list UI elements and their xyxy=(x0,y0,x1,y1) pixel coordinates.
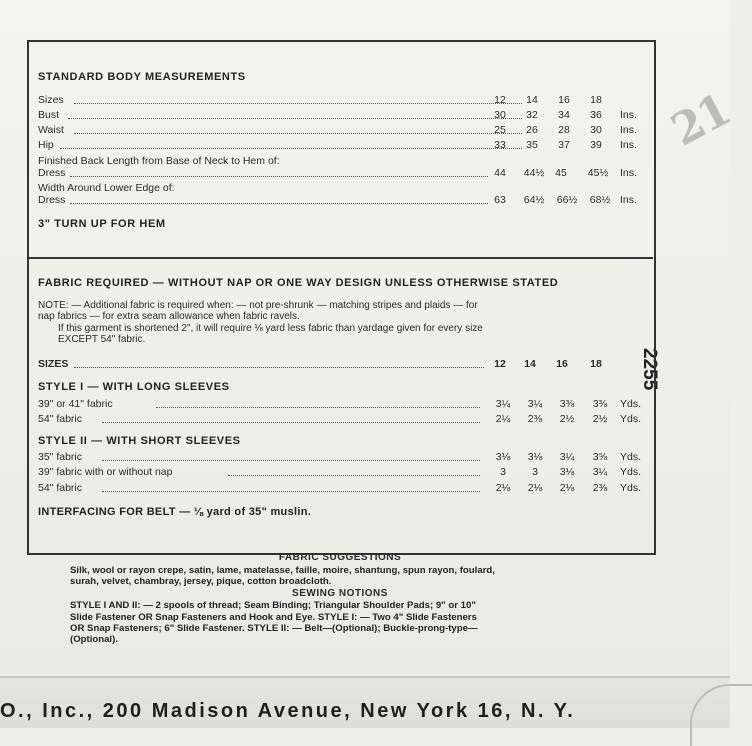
value-12: 63 xyxy=(494,194,506,206)
width-row xyxy=(38,194,642,208)
value-18: 3⅝ xyxy=(592,451,608,463)
note-line-4: EXCEPT 54" fabric. xyxy=(58,334,146,345)
value-12: 44 xyxy=(494,167,506,179)
value-18: 45½ xyxy=(587,167,609,179)
style2-heading: STYLE II — WITH SHORT SLEEVES xyxy=(38,435,241,447)
value-18: 39 xyxy=(590,139,602,151)
value-18: 68½ xyxy=(589,194,611,206)
row-label: 54" fabric xyxy=(38,482,82,494)
publisher-address: O., Inc., 200 Madison Avenue, New York 16, N. Y. xyxy=(0,700,576,722)
value-16: 2½ xyxy=(559,413,575,425)
note-line-2: nap fabrics — for extra seam allowance when fabric ravels. xyxy=(38,311,300,322)
size-16: 16 xyxy=(556,358,568,370)
unit: Yds. xyxy=(620,398,642,410)
measurements-heading: STANDARD BODY MEASUREMENTS xyxy=(38,71,246,83)
style1-row-1 xyxy=(38,398,642,412)
value-16: 66½ xyxy=(556,194,578,206)
unit: Ins. xyxy=(620,194,637,206)
row-label: 39" or 41" fabric xyxy=(38,398,113,410)
measurement-row-bust xyxy=(38,109,642,123)
notions-line-4: (Optional). xyxy=(70,634,118,645)
unit: Ins. xyxy=(620,139,637,151)
dot-leader xyxy=(70,203,488,204)
row-label: SIZES xyxy=(38,358,69,370)
back-length-label: Finished Back Length from Base of Neck to Hem of: xyxy=(38,155,280,167)
fabric-suggestions-heading: FABRIC SUGGESTIONS xyxy=(278,552,402,563)
value-18: 3⅜ xyxy=(592,398,608,410)
fabric-sizes-row xyxy=(38,358,642,372)
fabric-required-heading: FABRIC REQUIRED — WITHOUT NAP OR ONE WAY DESIGN UNLESS OTHERWISE STATED xyxy=(38,277,559,289)
row-label: Sizes xyxy=(38,94,64,106)
stamp-number: 21 xyxy=(663,84,738,157)
size-14: 14 xyxy=(526,94,538,106)
unit: Yds. xyxy=(620,451,642,463)
unit: Ins. xyxy=(620,109,637,121)
suggestions-line-2: surah, velvet, chambray, jersey, pique, cotton broadcloth. xyxy=(70,576,332,587)
measurement-row-sizes xyxy=(38,94,642,108)
notions-line-2: Slide Fastener OR Snap Fasteners and Hook and Eye. STYLE I: — Two 4" Slide Fasteners xyxy=(70,612,477,623)
hem-note: 3" TURN UP FOR HEM xyxy=(38,218,166,230)
style1-row-2 xyxy=(38,413,642,427)
value-12: 2¼ xyxy=(495,413,511,425)
row-label: 54" fabric xyxy=(38,413,82,425)
style2-row-3 xyxy=(38,482,642,496)
value-18: 36 xyxy=(590,109,602,121)
size-12: 12 xyxy=(494,358,506,370)
value-18: 3¼ xyxy=(592,466,608,478)
suggestions-line-1: Silk, wool or rayon crepe, satin, lame, matelasse, faille, moire, shantung, spun rayon, foulard, xyxy=(70,565,495,576)
dot-leader xyxy=(70,176,488,177)
value-12: 25 xyxy=(494,124,506,136)
value-12: 30 xyxy=(494,109,506,121)
unit: Ins. xyxy=(620,167,637,179)
style2-row-2 xyxy=(38,466,642,480)
value-18: 30 xyxy=(590,124,602,136)
dot-leader xyxy=(68,118,522,119)
value-14: 32 xyxy=(526,109,538,121)
value-14: 44½ xyxy=(523,167,545,179)
pattern-number: 2255 xyxy=(639,348,660,391)
unit: Yds. xyxy=(620,482,642,494)
row-label: 35" fabric xyxy=(38,451,82,463)
value-12: 2⅛ xyxy=(495,482,511,494)
dot-leader xyxy=(74,103,522,104)
size-12: 12 xyxy=(494,94,506,106)
value-14: 2⅜ xyxy=(527,413,543,425)
value-16: 28 xyxy=(558,124,570,136)
measurement-row-hip xyxy=(38,139,642,153)
section-divider xyxy=(28,257,653,259)
row-label: Bust xyxy=(38,109,60,121)
value-18: 2½ xyxy=(592,413,608,425)
size-18: 18 xyxy=(590,358,602,370)
value-16: 3¼ xyxy=(559,451,575,463)
value-14: 26 xyxy=(526,124,538,136)
value-18: 2⅜ xyxy=(592,482,608,494)
dot-leader xyxy=(60,148,522,149)
row-label: Hip xyxy=(38,139,54,151)
dot-leader xyxy=(74,367,484,368)
value-16: 3⅜ xyxy=(559,398,575,410)
note-line-1: NOTE: — Additional fabric is required when: — not pre-shrunk — matching stripes and plaids — for xyxy=(38,300,478,311)
row-label: Dress xyxy=(38,167,66,179)
unit: Yds. xyxy=(620,413,642,425)
dot-leader xyxy=(102,460,480,461)
width-label: Width Around Lower Edge of: xyxy=(38,182,175,194)
row-label: Dress xyxy=(38,194,66,206)
interfacing-note: INTERFACING FOR BELT — ⅛ yard of 35" muslin. xyxy=(38,506,312,518)
value-14: 3 xyxy=(532,466,538,478)
dot-leader xyxy=(156,407,480,408)
style1-heading: STYLE I — WITH LONG SLEEVES xyxy=(38,381,230,393)
value-16: 45 xyxy=(555,167,567,179)
value-14: 3⅛ xyxy=(527,451,543,463)
value-16: 3⅛ xyxy=(559,466,575,478)
dot-leader xyxy=(228,475,480,476)
value-12: 3 xyxy=(500,466,506,478)
row-label: 39" fabric with or without nap xyxy=(38,466,173,478)
size-16: 16 xyxy=(558,94,570,106)
value-14: 2⅛ xyxy=(527,482,543,494)
style2-row-1 xyxy=(38,451,642,465)
measurement-row-waist xyxy=(38,124,642,138)
sewing-notions-heading: SEWING NOTIONS xyxy=(292,588,388,599)
notions-line-1: STYLE I AND II: — 2 spools of thread; Seam Binding; Triangular Shoulder Pads; 9" or 10" xyxy=(70,600,476,611)
notions-line-3: OR Snap Fasteners; 6" Slide Fastener. STYLE II: — Belt—(Optional); Buckle-prong-type— xyxy=(70,623,478,634)
value-14: 64½ xyxy=(523,194,545,206)
dot-leader xyxy=(74,133,522,134)
value-14: 3¼ xyxy=(527,398,543,410)
unit: Yds. xyxy=(620,466,642,478)
row-label: Waist xyxy=(38,124,64,136)
unit: Ins. xyxy=(620,124,637,136)
note-line-3: If this garment is shortened 2", it will require ⅛ yard less fabric than yardage given for every size xyxy=(58,323,483,334)
value-12: 3¼ xyxy=(495,398,511,410)
value-14: 35 xyxy=(526,139,538,151)
dot-leader xyxy=(102,422,480,423)
value-16: 2⅛ xyxy=(559,482,575,494)
value-16: 37 xyxy=(558,139,570,151)
value-16: 34 xyxy=(558,109,570,121)
value-12: 33 xyxy=(494,139,506,151)
value-12: 3⅛ xyxy=(495,451,511,463)
back-length-row xyxy=(38,167,642,181)
size-18: 18 xyxy=(590,94,602,106)
size-14: 14 xyxy=(524,358,536,370)
dot-leader xyxy=(102,491,480,492)
